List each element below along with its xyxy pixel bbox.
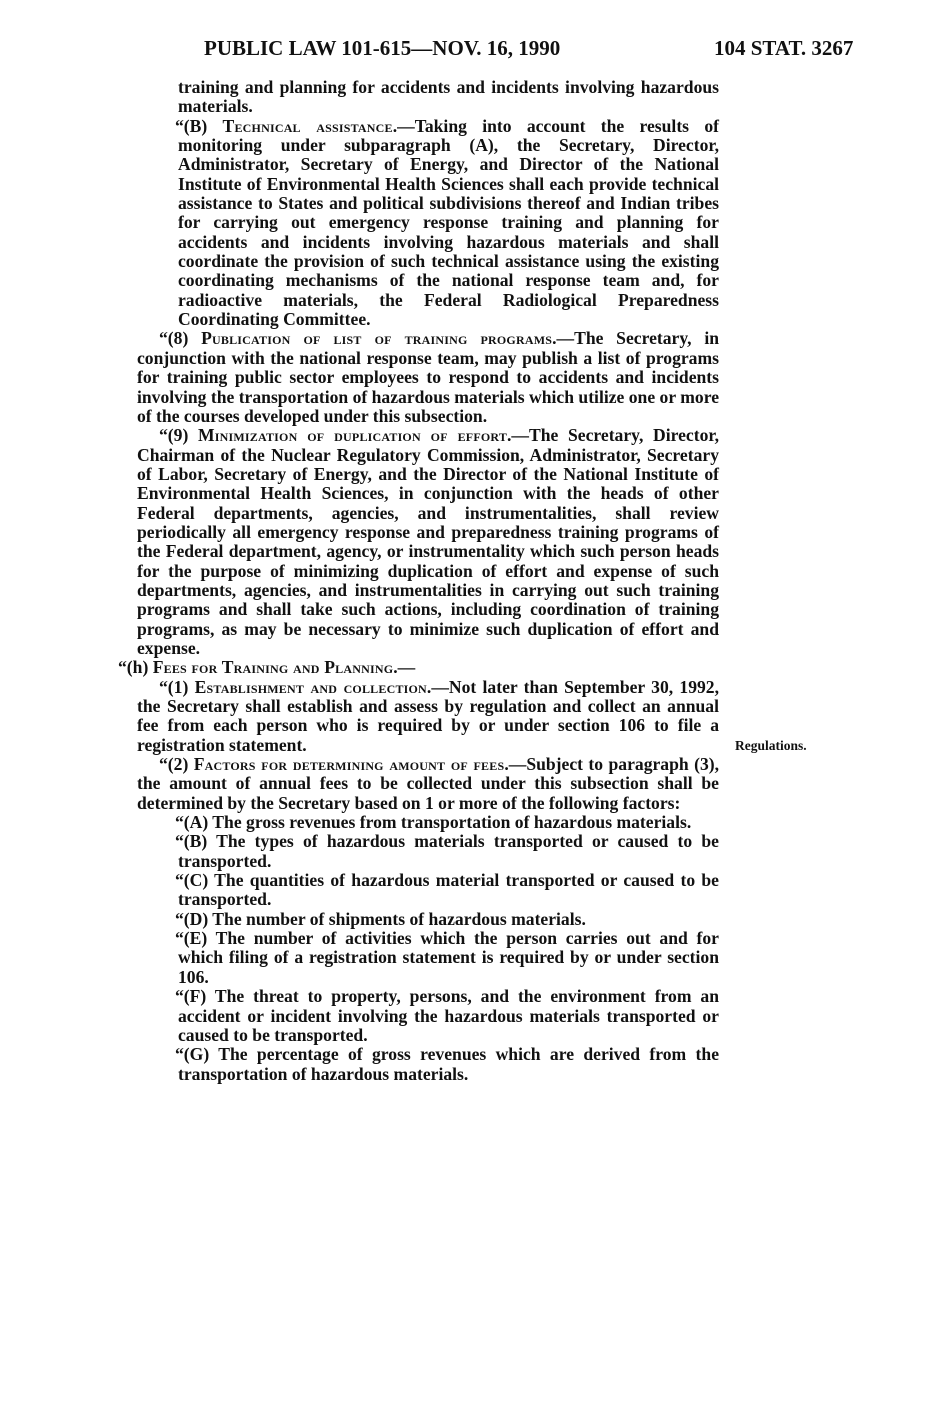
factor-e: “(E) The number of activities which the person carries out and for which filing of a registration statement is required by or under section 106. bbox=[175, 928, 719, 987]
paragraph-h2-text: .—Subject to paragraph (3), the amount of annual fees to be collected under this subsection shall be determined by the Secretary based on 1 or more of the following factors: bbox=[137, 754, 719, 813]
paragraph-h1 bbox=[137, 678, 719, 755]
factor-b: “(B) The types of hazardous materials transported or caused to be transported. bbox=[175, 831, 719, 871]
paragraph-9 bbox=[137, 426, 719, 658]
paragraph-9-number: “(9) bbox=[159, 425, 198, 446]
margin-note-regulations: Regulations. bbox=[735, 738, 807, 753]
subsection-h-heading bbox=[118, 658, 719, 677]
statute-page-number: 104 STAT. 3267 bbox=[714, 36, 854, 60]
factor-a: “(A) The gross revenues from transportation of hazardous materials. bbox=[175, 812, 692, 833]
subparagraph-b-text: .—Taking into account the results of monitoring under subparagraph (A), the Secretary, Director, Administrator, Secretary of Energy, and Director of the National Institute of Environmental Health Sciences shall each provide technical assistance to States and political subdivisions thereof and Indian tribes for carrying out emergency response training and planning for accidents and incidents involving hazardous materials and shall coordinate the provision of such technical assistance using the existing coordinating mechanisms of the national response team and, for radioactive materials, the Federal Radiological Preparedness Coordinating Committee. bbox=[178, 115, 719, 330]
page-header bbox=[0, 30, 949, 64]
subsection-h-dash: .— bbox=[393, 657, 416, 678]
paragraph-8-heading: Publication of list of training programs bbox=[201, 328, 553, 349]
subparagraph-b bbox=[137, 117, 719, 330]
paragraph-h1-text: .—Not later than September 30, 1992, the Secretary shall establish and assess by regulation and collect an annual fee from each person who is required by or under section 106 to file a registration statement. bbox=[137, 676, 719, 755]
subparagraph-b-number: “(B) bbox=[175, 115, 223, 136]
paragraph-h2-heading: Factors for determining amount of fees bbox=[193, 754, 505, 775]
paragraph-9-heading: Minimization of duplication of effort bbox=[197, 425, 508, 446]
document-body bbox=[118, 77, 719, 1084]
paragraph-continuation: training and planning for accidents and incidents involving hazardous materials. bbox=[178, 77, 719, 117]
subsection-h-title: Fees for Training and Planning bbox=[152, 657, 394, 678]
factor-f: “(F) The threat to property, persons, and the environment from an accident or incident involving the hazardous materials transported or caused to be transported. bbox=[175, 986, 719, 1045]
paragraph-9-text: .—The Secretary, Director, Chairman of the Nuclear Regulatory Commission, Administrator, Secretary of Labor, Secretary of Energy, and the Director of the National Institute of Environmental Health Sciences, in conjunction with the heads of other Federal departments, agencies, and instrumentalities, shall review periodically all emergency response and preparedness training programs of the Federal department, agency, or instrumentality which such person heads for the purpose of minimizing duplication of effort and expense of such departments, agencies, and instrumentalities in carrying out such training programs and shall take such actions, including coordination of training programs, as may be necessary to minimize such duplication of effort and expense. bbox=[137, 425, 719, 658]
subparagraph-b-heading: Technical assistance bbox=[222, 115, 393, 136]
factor-c: “(C) The quantities of hazardous material transported or caused to be transported. bbox=[175, 870, 719, 910]
paragraph-h2-number: “(2) bbox=[159, 754, 194, 775]
factor-d: “(D) The number of shipments of hazardous materials. bbox=[175, 908, 586, 929]
paragraph-h1-heading: Establishment and collection bbox=[194, 676, 427, 697]
subsection-h-number: “(h) bbox=[118, 657, 153, 678]
paragraph-8 bbox=[137, 329, 719, 426]
law-citation: PUBLIC LAW 101-615—NOV. 16, 1990 bbox=[204, 36, 561, 60]
paragraph-8-text: .—The Secretary, in conjunction with the national response team, may publish a list of programs for training public sector employees to respond to accidents and incidents involving the transportation of hazardous materials which utilize one or more of the courses developed under this subsection. bbox=[137, 328, 719, 426]
factor-g: “(G) The percentage of gross revenues which are derived from the transportation of hazardous materials. bbox=[175, 1044, 719, 1084]
paragraph-8-number: “(8) bbox=[159, 328, 202, 349]
paragraph-h1-number: “(1) bbox=[159, 676, 195, 697]
paragraph-h2 bbox=[137, 755, 719, 813]
